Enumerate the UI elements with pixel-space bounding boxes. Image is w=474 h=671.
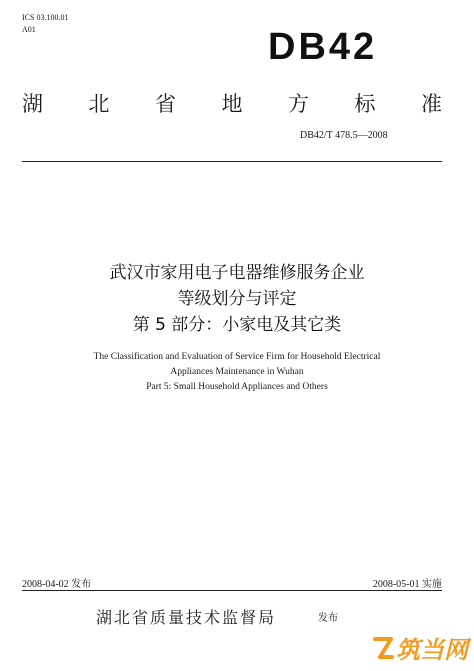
bottom-divider xyxy=(22,590,442,591)
watermark-text: 筑当网 xyxy=(396,636,468,664)
title-char: 方 xyxy=(288,92,309,116)
title-char: 标 xyxy=(354,92,376,116)
title-char: 地 xyxy=(221,92,243,116)
en-title-line2: Appliances Maintenance in Wuhan xyxy=(170,367,304,377)
en-title-line1: The Classification and Evaluation of Service Firm for Household Electrical xyxy=(93,352,381,362)
db42-logo: DB42 xyxy=(268,26,378,68)
title-char: 省 xyxy=(155,92,176,116)
ics-code-block xyxy=(22,12,68,36)
title-char: 湖 xyxy=(22,92,43,116)
issuer-name: 湖北省质量技术监督局 xyxy=(96,608,277,627)
title-char: 准 xyxy=(421,92,442,116)
effective-date: 2008-05-01 实施 xyxy=(372,579,442,590)
cn-title-line3: 第 5 部分：小家电及其它类 xyxy=(132,315,342,335)
standard-number: DB42/T 478.5—2008 xyxy=(300,130,388,141)
issuer-suffix: 发布 xyxy=(318,613,338,624)
ics-code: ICS 03.100.01 xyxy=(22,13,69,22)
top-divider xyxy=(22,161,442,162)
category-code: A01 xyxy=(22,25,36,34)
watermark-z-icon xyxy=(372,635,394,661)
en-title-line3: Part 5: Small Household Appliances and Others xyxy=(146,382,328,392)
cn-title-line2: 等级划分与评定 xyxy=(177,289,297,309)
issue-date: 2008-04-02 发布 xyxy=(22,579,92,590)
cn-title-line1: 武汉市家用电子电器维修服务企业 xyxy=(109,263,365,283)
title-char: 北 xyxy=(88,92,110,116)
watermark-logo xyxy=(372,630,468,665)
standard-type-title xyxy=(22,88,442,118)
